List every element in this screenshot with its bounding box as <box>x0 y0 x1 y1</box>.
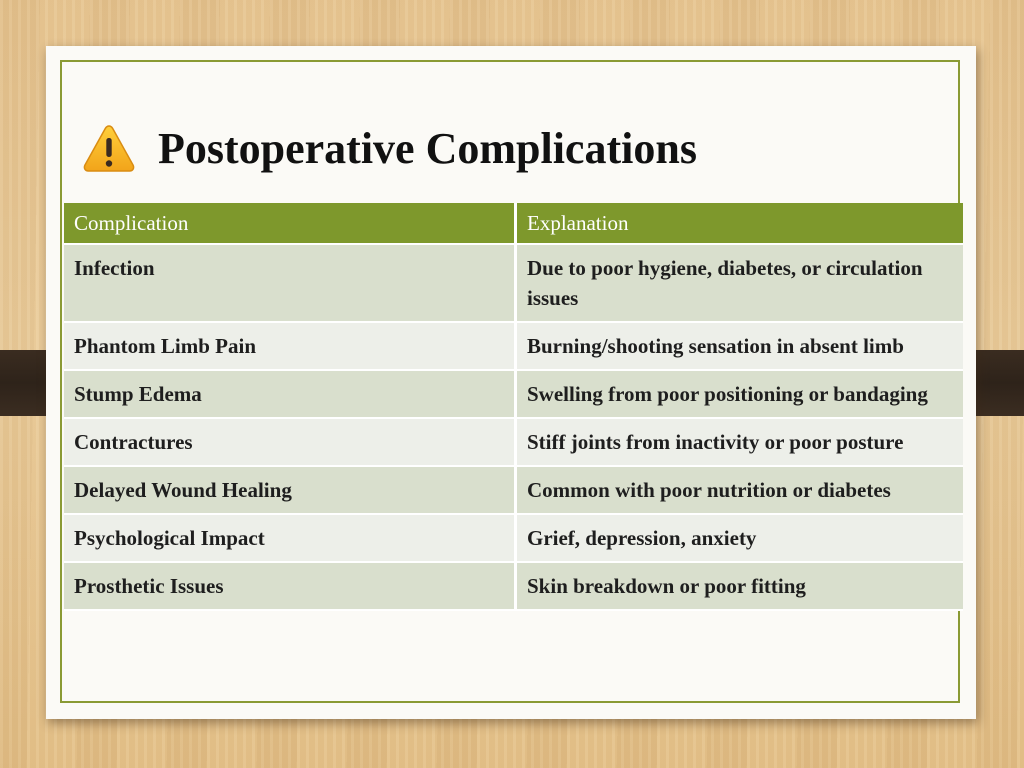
table-row <box>64 371 963 419</box>
table-row <box>64 563 963 611</box>
table-row <box>64 419 963 467</box>
explanation-cell: Due to poor hygiene, diabetes, or circulation issues <box>517 245 963 323</box>
slide <box>46 46 976 719</box>
header-complication: Complication <box>64 203 517 245</box>
table-row <box>64 245 963 323</box>
explanation-cell: Stiff joints from inactivity or poor posture <box>517 419 963 467</box>
explanation-cell: Swelling from poor positioning or bandaging <box>517 371 963 419</box>
table-row <box>64 467 963 515</box>
explanation-cell: Common with poor nutrition or diabetes <box>517 467 963 515</box>
complication-cell: Phantom Limb Pain <box>64 323 517 371</box>
warning-icon <box>82 123 136 173</box>
complications-table <box>64 203 963 611</box>
complication-cell: Contractures <box>64 419 517 467</box>
header-explanation: Explanation <box>517 203 963 245</box>
complication-cell: Stump Edema <box>64 371 517 419</box>
explanation-cell: Grief, depression, anxiety <box>517 515 963 563</box>
complication-cell: Delayed Wound Healing <box>64 467 517 515</box>
table-row <box>64 323 963 371</box>
explanation-cell: Skin breakdown or poor fitting <box>517 563 963 611</box>
table-header-row <box>64 203 963 245</box>
title-row <box>82 120 697 176</box>
complication-cell: Infection <box>64 245 517 323</box>
slide-title: Postoperative Complications <box>158 123 697 173</box>
complication-cell: Psychological Impact <box>64 515 517 563</box>
complication-cell: Prosthetic Issues <box>64 563 517 611</box>
table-row <box>64 515 963 563</box>
explanation-cell: Burning/shooting sensation in absent limb <box>517 323 963 371</box>
